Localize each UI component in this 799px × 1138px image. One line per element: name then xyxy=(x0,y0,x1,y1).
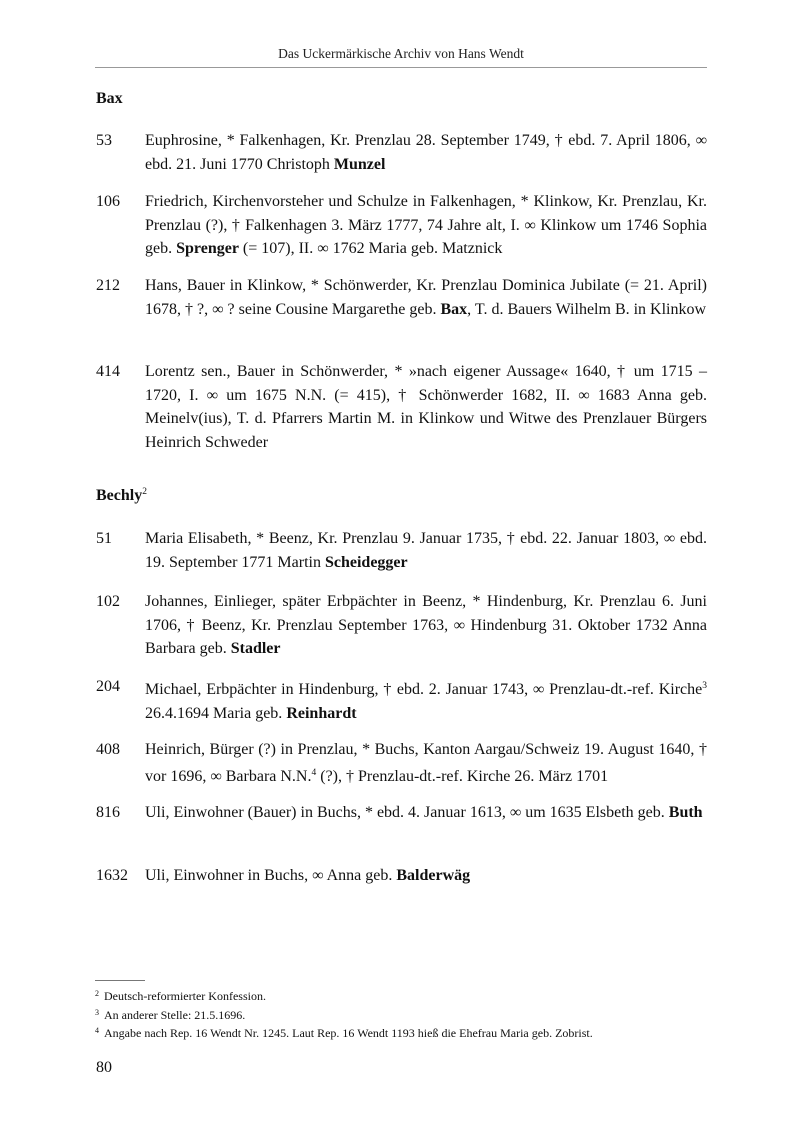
entry-text: Uli, Einwohner (Bauer) in Buchs, * ebd. 4. Januar 1613, ∞ um 1635 Elsbeth geb. Buth xyxy=(145,804,703,821)
entry-number: 1632 xyxy=(96,867,128,884)
footnote: $^3$ An anderer Stelle: 21.5.1696. xyxy=(95,1007,246,1022)
footnote-ref: 3 xyxy=(702,681,707,691)
entry-text: Euphrosine, * Falkenhagen, Kr. Prenzlau 28. September 1749, † ebd. 7. April 1806, ∞ ebd. 21. Juni 1770 Christoph Munzel xyxy=(145,132,707,173)
footnote-rule xyxy=(95,980,145,981)
entry-text: Uli, Einwohner in Buchs, ∞ Anna geb. Balderwäg xyxy=(145,867,471,884)
header-rule xyxy=(95,67,707,68)
footnote: $^2$ Deutsch-reformierter Konfession. xyxy=(95,989,266,1003)
surname: Buth xyxy=(668,804,703,821)
entry-text: Hans, Bauer in Klinkow, * Schönwerder, Kr. Prenzlau Dominica Jubilate (= 21. April) 1678, † ?, ∞ ? seine Cousine Margarethe geb. Bax, T. d. Bauers Wilhelm B. in Klinkow xyxy=(145,277,707,318)
entry-text: Friedrich, Kirchenvorsteher und Schulze in Falkenhagen, * Klinkow, Kr. Prenzlau, Kr. Prenzlau (?), † Falkenhagen 3. März 1777, 74 Jahre alt, I. ∞ Klinkow um 1746 Sophia geb. Sprenger (= 107), II. ∞ 1762 Maria geb. Matznick xyxy=(145,193,707,257)
surname: Balderwäg xyxy=(396,867,471,884)
footnotes xyxy=(95,986,707,1042)
entry-bechly-1632 xyxy=(96,864,707,888)
footnote-ref: 2 xyxy=(142,487,147,497)
entry-number: 51 xyxy=(96,530,112,547)
entry-bax-106 xyxy=(96,190,707,261)
surname: Bax xyxy=(440,300,468,318)
surname: Sprenger xyxy=(176,240,239,257)
entry-bechly-51 xyxy=(96,527,707,574)
entry-bax-53 xyxy=(96,129,707,176)
entry-number: 408 xyxy=(96,741,120,758)
footnote-ref: 4 xyxy=(311,767,317,778)
surname: Reinhardt xyxy=(286,704,357,722)
entry-bechly-102 xyxy=(96,590,707,661)
surname: Munzel xyxy=(333,155,386,173)
entry-number: 816 xyxy=(96,804,120,821)
entry-bechly-816 xyxy=(96,801,707,825)
entry-text: Maria Elisabeth, * Beenz, Kr. Prenzlau 9. Januar 1735, † ebd. 22. Januar 1803, ∞ ebd. 19. September 1771 Martin Scheidegger xyxy=(145,530,707,571)
surname: Scheidegger xyxy=(324,553,408,571)
entry-bax-414 xyxy=(96,360,707,454)
section-title-bax: Bax xyxy=(96,90,123,107)
entry-text: Heinrich, Bürger (?) in Prenzlau, * Buchs, Kanton Aargau/Schweiz 19. August 1640, † vor 1696, ∞ Barbara N.N.$^4$ (?), † Prenzlau-dt.-ref. Kirche 26. März 1701 xyxy=(145,741,707,785)
entry-number: 102 xyxy=(96,593,120,610)
entry-number: 212 xyxy=(96,277,120,294)
entry-number: 414 xyxy=(96,363,120,380)
page-number: 80 xyxy=(96,1059,112,1076)
entry-bechly-408 xyxy=(96,738,707,788)
entry-number: 53 xyxy=(96,132,112,149)
entry-number: 106 xyxy=(96,193,120,210)
running-head: Das Uckermärkische Archiv von Hans Wendt xyxy=(278,46,524,61)
entry-text: Lorentz sen., Bauer in Schönwerder, * »nach eigener Aussage« 1640, † um 1715 – 1720, I. ∞ um 1675 N.N. (= 415), † Schönwerder 1682, II. ∞ 1683 Anna geb. Meinelv(ius), T. d. Pfarrers Martin M. in Klinkow und Witwe des Prenzlauer Bürgers Heinrich Schweder xyxy=(145,363,707,451)
entry-number: 204 xyxy=(96,678,120,695)
footnote: $^4$ Angabe nach Rep. 16 Wendt Nr. 1245. Laut Rep. 16 Wendt 1193 hieß die Ehefrau Maria geb. Zobrist. xyxy=(95,1026,593,1040)
entry-bax-212 xyxy=(96,274,707,321)
section-title-bechly: Bechly$^2$ xyxy=(96,487,147,504)
surname: Stadler xyxy=(230,640,281,657)
entry-text: Michael, Erbpächter in Hindenburg, † ebd. 2. Januar 1743, ∞ Prenzlau-dt.-ref. Kirche$^3$ 26.4.1694 Maria geb. Reinhardt xyxy=(145,681,707,722)
entry-bechly-204 xyxy=(96,675,707,725)
entry-text: Johannes, Einlieger, später Erbpächter in Beenz, * Hindenburg, Kr. Prenzlau 6. Juni 1706, † Beenz, Kr. Prenzlau September 1763, ∞ Hindenburg 31. Oktober 1732 Anna Barbara geb. Stadler xyxy=(145,593,707,657)
